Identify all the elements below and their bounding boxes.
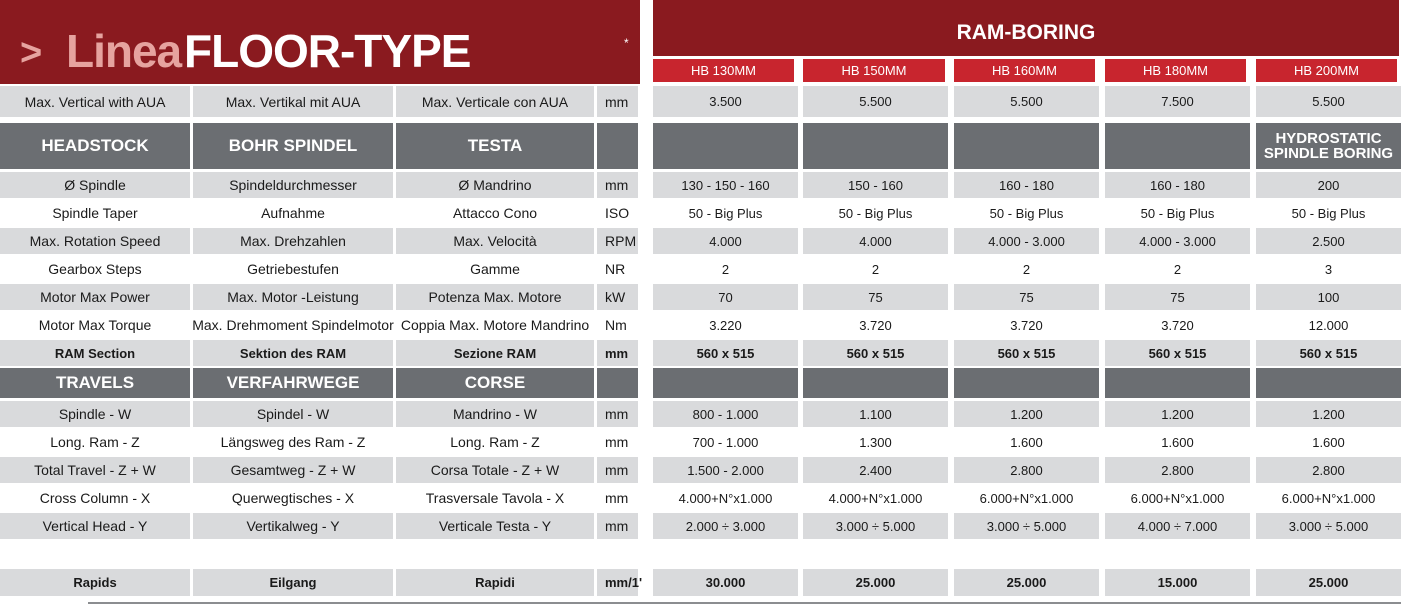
brand-header	[0, 0, 640, 84]
total-value-4: 2.800	[1105, 457, 1250, 483]
page-title: FLOOR-TYPE	[184, 25, 471, 77]
spindle_w-value-4: 1.200	[1105, 401, 1250, 427]
speed-it-cell: Max. Velocità	[396, 228, 594, 254]
travels-value-5	[1256, 368, 1401, 398]
ram-value-2: 560 x 515	[803, 340, 948, 366]
vertical-value-3: 3.000 ÷ 5.000	[954, 513, 1099, 539]
spindle_diam-value-5: 200	[1256, 172, 1401, 198]
power-value-3: 75	[954, 284, 1099, 310]
headstock-value-5: HYDROSTATIC SPINDLE BORING	[1256, 123, 1401, 169]
spindle_diam-it-cell: Ø Mandrino	[396, 172, 594, 198]
long_ram-unit-cell: mm	[597, 429, 638, 455]
ram-value-1: 560 x 515	[653, 340, 798, 366]
ram-value-3: 560 x 515	[954, 340, 1099, 366]
gear-unit-cell: NR	[597, 256, 638, 282]
total-value-2: 2.400	[803, 457, 948, 483]
spindle_w-value-5: 1.200	[1256, 401, 1401, 427]
speed-en-cell: Max. Rotation Speed	[0, 228, 190, 254]
linea-label: Linea	[66, 25, 182, 77]
long_ram-value-1: 700 - 1.000	[653, 429, 798, 455]
long_ram-value-5: 1.600	[1256, 429, 1401, 455]
cross-unit-cell: mm	[597, 485, 638, 511]
long_ram-value-3: 1.600	[954, 429, 1099, 455]
gear-en-cell: Gearbox Steps	[0, 256, 190, 282]
spindle_w-value-3: 1.200	[954, 401, 1099, 427]
gear-de-cell: Getriebestufen	[193, 256, 393, 282]
cross-value-4: 6.000+N°x1.000	[1105, 485, 1250, 511]
long_ram-value-4: 1.600	[1105, 429, 1250, 455]
taper-de-cell: Aufnahme	[193, 200, 393, 226]
cross-value-3: 6.000+N°x1.000	[954, 485, 1099, 511]
aua-de-cell: Max. Vertikal mit AUA	[193, 86, 393, 117]
torque-de-cell: Max. Drehmoment Spindelmotor	[193, 312, 393, 338]
rapids-value-4: 15.000	[1105, 569, 1250, 596]
vertical-it-cell: Verticale Testa - Y	[396, 513, 594, 539]
cross-value-1: 4.000+N°x1.000	[653, 485, 798, 511]
rapids-it-cell: Rapidi	[396, 569, 594, 596]
power-de-cell: Max. Motor -Leistung	[193, 284, 393, 310]
spindle_diam-value-2: 150 - 160	[803, 172, 948, 198]
taper-value-2: 50 - Big Plus	[803, 200, 948, 226]
rapids-value-1: 30.000	[653, 569, 798, 596]
torque-it-cell: Coppia Max. Motore Mandrino	[396, 312, 594, 338]
aua-value-4: 7.500	[1105, 86, 1250, 117]
long_ram-de-cell: Längsweg des Ram - Z	[193, 429, 393, 455]
power-en-cell: Motor Max Power	[0, 284, 190, 310]
power-value-2: 75	[803, 284, 948, 310]
total-de-cell: Gesamtweg - Z + W	[193, 457, 393, 483]
cross-de-cell: Querwegtisches - X	[193, 485, 393, 511]
aua-value-1: 3.500	[653, 86, 798, 117]
ram-it-cell: Sezione RAM	[396, 340, 594, 366]
vertical-value-4: 4.000 ÷ 7.000	[1105, 513, 1250, 539]
travels-value-3	[954, 368, 1099, 398]
ram-en-cell: RAM Section	[0, 340, 190, 366]
ram-unit-cell: mm	[597, 340, 638, 366]
taper-value-3: 50 - Big Plus	[954, 200, 1099, 226]
power-it-cell: Potenza Max. Motore	[396, 284, 594, 310]
torque-value-4: 3.720	[1105, 312, 1250, 338]
rapids-value-3: 25.000	[954, 569, 1099, 596]
taper-value-5: 50 - Big Plus	[1256, 200, 1401, 226]
travels-it-cell: CORSE	[396, 368, 594, 398]
aua-en-cell: Max. Vertical with AUA	[0, 86, 190, 117]
speed-value-5: 2.500	[1256, 228, 1401, 254]
model-header-5: HB 200MM	[1256, 59, 1397, 82]
model-header-4: HB 180MM	[1105, 59, 1246, 82]
power-unit-cell: kW	[597, 284, 638, 310]
spindle_w-de-cell: Spindel - W	[193, 401, 393, 427]
spindle_diam-value-1: 130 - 150 - 160	[653, 172, 798, 198]
taper-value-4: 50 - Big Plus	[1105, 200, 1250, 226]
aua-value-2: 5.500	[803, 86, 948, 117]
ram-de-cell: Sektion des RAM	[193, 340, 393, 366]
cross-it-cell: Trasversale Tavola - X	[396, 485, 594, 511]
headstock-value-3	[954, 123, 1099, 169]
aua-value-5: 5.500	[1256, 86, 1401, 117]
model-header-3: HB 160MM	[954, 59, 1095, 82]
travels-en-cell: TRAVELS	[0, 368, 190, 398]
headstock-de-cell: BOHR SPINDEL	[193, 123, 393, 169]
headstock-it-cell: TESTA	[396, 123, 594, 169]
rapids-unit-cell: mm/1'	[597, 569, 638, 596]
travels-value-4	[1105, 368, 1250, 398]
rapids-value-2: 25.000	[803, 569, 948, 596]
gear-value-2: 2	[803, 256, 948, 282]
vertical-de-cell: Vertikalweg - Y	[193, 513, 393, 539]
torque-value-5: 12.000	[1256, 312, 1401, 338]
total-value-1: 1.500 - 2.000	[653, 457, 798, 483]
travels-value-1	[653, 368, 798, 398]
spindle_diam-en-cell: Ø Spindle	[0, 172, 190, 198]
cross-value-2: 4.000+N°x1.000	[803, 485, 948, 511]
taper-value-1: 50 - Big Plus	[653, 200, 798, 226]
spindle_w-en-cell: Spindle - W	[0, 401, 190, 427]
spindle_diam-de-cell: Spindeldurchmesser	[193, 172, 393, 198]
footnote-star: *	[624, 36, 629, 50]
long_ram-value-2: 1.300	[803, 429, 948, 455]
spindle_w-unit-cell: mm	[597, 401, 638, 427]
gear-value-1: 2	[653, 256, 798, 282]
speed-de-cell: Max. Drehzahlen	[193, 228, 393, 254]
headstock-value-4	[1105, 123, 1250, 169]
spindle_w-it-cell: Mandrino - W	[396, 401, 594, 427]
headstock-unit-cell	[597, 123, 638, 169]
travels-de-cell: VERFAHRWEGE	[193, 368, 393, 398]
spindle_w-value-2: 1.100	[803, 401, 948, 427]
torque-value-1: 3.220	[653, 312, 798, 338]
chevron-icon: >	[20, 32, 43, 74]
spindle_diam-value-4: 160 - 180	[1105, 172, 1250, 198]
total-unit-cell: mm	[597, 457, 638, 483]
long_ram-en-cell: Long. Ram - Z	[0, 429, 190, 455]
total-value-5: 2.800	[1256, 457, 1401, 483]
taper-it-cell: Attacco Cono	[396, 200, 594, 226]
total-en-cell: Total Travel - Z + W	[0, 457, 190, 483]
model-header-2: HB 150MM	[803, 59, 945, 82]
speed-value-3: 4.000 - 3.000	[954, 228, 1099, 254]
speed-value-2: 4.000	[803, 228, 948, 254]
gear-value-3: 2	[954, 256, 1099, 282]
taper-unit-cell: ISO	[597, 200, 638, 226]
torque-unit-cell: Nm	[597, 312, 638, 338]
cross-en-cell: Cross Column - X	[0, 485, 190, 511]
spindle_w-value-1: 800 - 1.000	[653, 401, 798, 427]
bottom-divider	[88, 602, 1401, 604]
speed-value-4: 4.000 - 3.000	[1105, 228, 1250, 254]
aua-unit-cell: mm	[597, 86, 638, 117]
vertical-en-cell: Vertical Head - Y	[0, 513, 190, 539]
cross-value-5: 6.000+N°x1.000	[1256, 485, 1401, 511]
group-title: RAM-BORING	[653, 0, 1399, 56]
ram-value-5: 560 x 515	[1256, 340, 1401, 366]
speed-value-1: 4.000	[653, 228, 798, 254]
torque-value-2: 3.720	[803, 312, 948, 338]
long_ram-it-cell: Long. Ram - Z	[396, 429, 594, 455]
gear-value-4: 2	[1105, 256, 1250, 282]
gear-value-5: 3	[1256, 256, 1401, 282]
speed-unit-cell: RPM	[597, 228, 638, 254]
taper-en-cell: Spindle Taper	[0, 200, 190, 226]
spindle_diam-unit-cell: mm	[597, 172, 638, 198]
vertical-value-5: 3.000 ÷ 5.000	[1256, 513, 1401, 539]
rapids-en-cell: Rapids	[0, 569, 190, 596]
spindle_diam-value-3: 160 - 180	[954, 172, 1099, 198]
aua-value-3: 5.500	[954, 86, 1099, 117]
gear-it-cell: Gamme	[396, 256, 594, 282]
total-it-cell: Corsa Totale - Z + W	[396, 457, 594, 483]
rapids-de-cell: Eilgang	[193, 569, 393, 596]
vertical-value-1: 2.000 ÷ 3.000	[653, 513, 798, 539]
torque-en-cell: Motor Max Torque	[0, 312, 190, 338]
power-value-1: 70	[653, 284, 798, 310]
ram-value-4: 560 x 515	[1105, 340, 1250, 366]
total-value-3: 2.800	[954, 457, 1099, 483]
rapids-value-5: 25.000	[1256, 569, 1401, 596]
power-value-5: 100	[1256, 284, 1401, 310]
travels-unit-cell	[597, 368, 638, 398]
vertical-unit-cell: mm	[597, 513, 638, 539]
travels-value-2	[803, 368, 948, 398]
aua-it-cell: Max. Verticale con AUA	[396, 86, 594, 117]
power-value-4: 75	[1105, 284, 1250, 310]
headstock-value-1	[653, 123, 798, 169]
headstock-value-2	[803, 123, 948, 169]
headstock-en-cell: HEADSTOCK	[0, 123, 190, 169]
model-header-1: HB 130MM	[653, 59, 794, 82]
vertical-value-2: 3.000 ÷ 5.000	[803, 513, 948, 539]
torque-value-3: 3.720	[954, 312, 1099, 338]
